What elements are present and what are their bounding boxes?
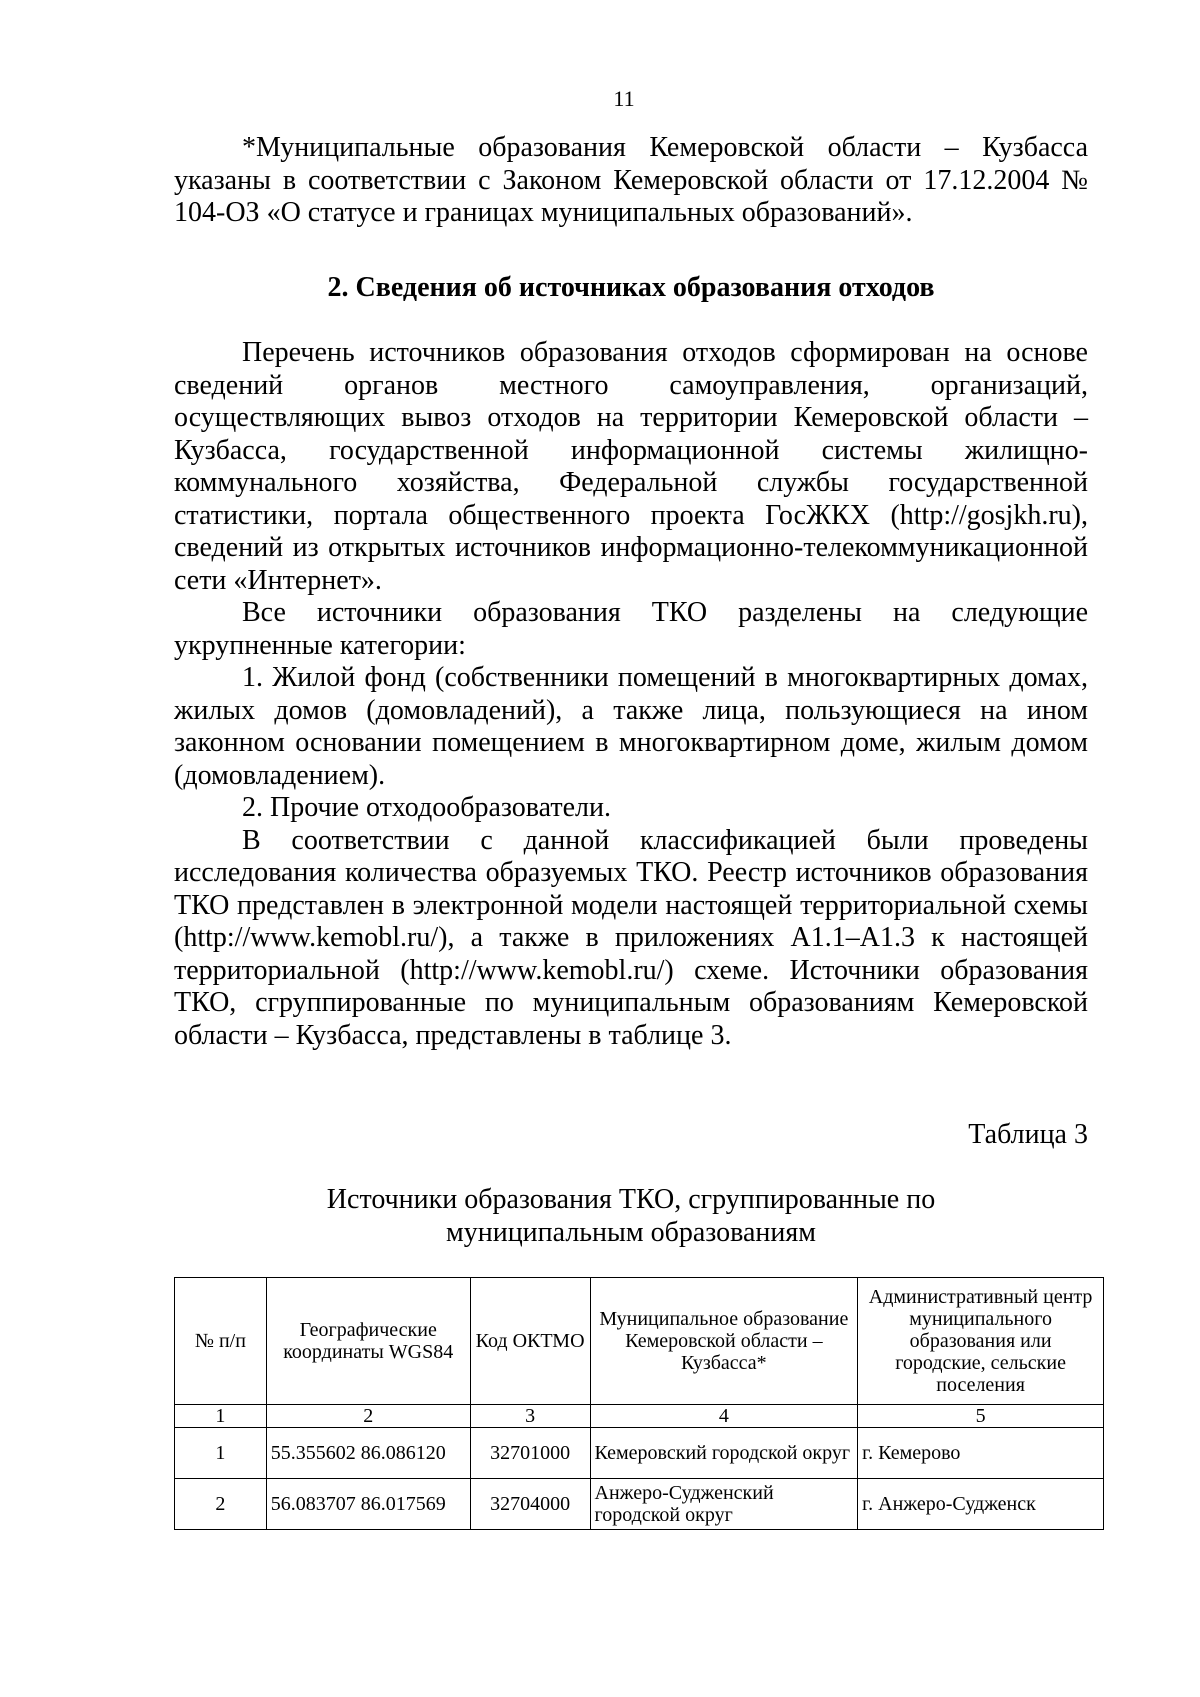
header-cell: Административный центр муниципального образования или городские, сельские поселения [858, 1278, 1104, 1405]
sources-table [174, 1277, 1104, 1530]
list-item: 2. Прочие отходообразователи. [242, 792, 611, 823]
table-header-row [175, 1278, 1104, 1405]
column-number: 1 [175, 1405, 267, 1428]
footnote [174, 132, 1088, 230]
section-body [174, 337, 1088, 1052]
table-cell: 32701000 [470, 1428, 590, 1479]
table-cell: г. Кемерово [858, 1428, 1104, 1479]
table-cell: г. Анжеро-Судженск [858, 1479, 1104, 1530]
table-title-line: муниципальным образованиям [446, 1216, 816, 1248]
table-title [174, 1184, 1088, 1249]
table-label: Таблица 3 [968, 1119, 1088, 1150]
table-row [175, 1428, 1104, 1479]
table-cell: 32704000 [470, 1479, 590, 1530]
table-title-line: Источники образования ТКО, сгруппированные по [326, 1184, 936, 1215]
paragraph: В соответствии с данной классификацией были проведены исследования количества образуемых ТКО. Реестр источников образования ТКО представлен в электронной модели настоящей территориальной схемы (http://www.kemobl.ru/), а также в приложениях А1.1–А1.3 к настоящей территориальной (http://www.kemobl.ru/) схеме. Источники образования ТКО, сгруппированные по муниципальным образованиям Кемеровской области – Кузбасса, представлены в таблице 3. [174, 824, 1088, 1051]
column-number: 2 [266, 1405, 470, 1428]
table-cell: Анжеро-Судженский городской округ [590, 1479, 858, 1530]
footnote-text: *Муниципальные образования Кемеровской области – Кузбасса указаны в соответствии с Законом Кемеровской области от 17.12.2004 № 104-ОЗ «О статусе и границах муниципальных образований». [174, 132, 1088, 228]
table-cell: Кемеровский городской округ [590, 1428, 858, 1479]
section-heading: 2. Сведения об источниках образования отходов [327, 272, 935, 303]
table-row [175, 1479, 1104, 1530]
column-number: 4 [590, 1405, 858, 1428]
header-cell: № п/п [175, 1278, 267, 1405]
header-cell: Географические координаты WGS84 [266, 1278, 470, 1405]
header-cell: Муниципальное образование Кемеровской области – Кузбасса* [590, 1278, 858, 1405]
table-cell: 55.355602 86.086120 [266, 1428, 470, 1479]
table-cell: 1 [175, 1428, 267, 1479]
paragraph: Перечень источников образования отходов сформирован на основе сведений органов местного самоуправления, организаций, осуществляющих вывоз отходов на территории Кемеровской области – Кузбасса, государственной информационной системы жилищно-коммунального хозяйства, Федеральной службы государственной статистики, портала общественного проекта ГосЖКХ (http://gosjkh.ru), сведений из открытых источников информационно-телекоммуникационной сети «Интернет». [174, 337, 1088, 596]
page-number: 11 [613, 86, 635, 111]
table-cell: 56.083707 86.017569 [266, 1479, 470, 1530]
column-number: 5 [858, 1405, 1104, 1428]
table-cell: 2 [175, 1479, 267, 1530]
header-cell: Код ОКТМО [470, 1278, 590, 1405]
column-number: 3 [470, 1405, 590, 1428]
paragraph: Все источники образования ТКО разделены на следующие укрупненные категории: [174, 597, 1088, 661]
list-item: 1. Жилой фонд (собственники помещений в многоквартирных домах, жилых домов (домовладений), а также лица, пользующиеся на ином законном основании помещением в многоквартирном доме, жилым домом (домовладением). [174, 662, 1088, 791]
column-number-row [175, 1405, 1104, 1428]
